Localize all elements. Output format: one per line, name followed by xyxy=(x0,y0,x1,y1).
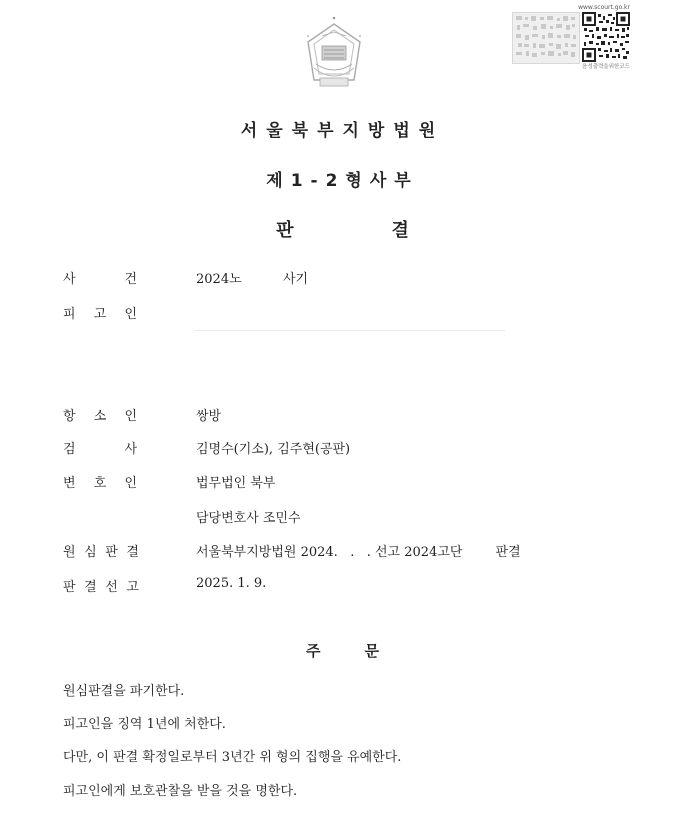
field-counsel-attorney xyxy=(0,507,685,529)
field-value: 서울북부지방법원 2024. . . 선고 2024고단 판결 xyxy=(196,545,521,560)
division-name: 제1-2형사부 xyxy=(266,171,419,191)
label-char: 소 xyxy=(93,409,107,424)
label-char: 건 xyxy=(124,272,137,287)
field-label xyxy=(63,576,139,595)
label-char: 인 xyxy=(124,409,137,424)
label-char: 변 xyxy=(63,476,76,491)
label-char: 검 xyxy=(63,442,76,457)
label-char: 사 xyxy=(63,272,76,287)
ruling-paragraph: 다만, 이 판결 확정일로부터 3년간 위 형의 집행을 유예한다. xyxy=(63,750,402,765)
label-char: 인 xyxy=(124,307,137,322)
field-original-judgment xyxy=(0,541,685,563)
label-char: 심 xyxy=(84,545,97,560)
ruling-paragraph: 원심판결을 파기한다. xyxy=(63,684,185,699)
ruling-paragraph: 피고인을 징역 1년에 처한다. xyxy=(63,717,226,732)
field-label xyxy=(63,438,137,457)
field-value: 담당변호사 조민수 xyxy=(196,511,301,526)
field-value: 법무법인 북부 xyxy=(196,476,276,491)
label-char: 결 xyxy=(84,580,97,595)
field-label xyxy=(63,268,137,287)
field-label xyxy=(63,541,139,560)
qr-code-block xyxy=(512,4,632,68)
field-counsel xyxy=(0,472,685,494)
label-char: 항 xyxy=(63,409,76,424)
field-prosecutor xyxy=(0,438,685,460)
ruling-title-right: 문 xyxy=(364,642,379,660)
label-char: 판 xyxy=(63,580,76,595)
field-value: 2024노 사기 xyxy=(196,272,309,287)
ruling-title xyxy=(0,640,685,661)
label-char: 피 xyxy=(63,307,76,322)
field-value: 김명수(기소), 김주현(공판) xyxy=(196,442,351,457)
field-label xyxy=(63,472,137,491)
document-type-title xyxy=(0,216,685,242)
ruling-title-left: 주 xyxy=(306,642,321,660)
doc-type-left: 판 xyxy=(276,220,294,241)
label-char: 고 xyxy=(93,307,107,322)
qr-caption-text: 음성출력을위한코드 xyxy=(582,64,630,70)
label-char: 원 xyxy=(63,545,76,560)
label-char: 인 xyxy=(124,476,137,491)
label-char: 사 xyxy=(124,442,137,457)
qr-url-text: www.scourt.go.kr xyxy=(578,4,630,11)
redaction-mark xyxy=(195,330,505,331)
qr-code-icon xyxy=(582,12,630,62)
court-name: 서울북부지방법원 xyxy=(240,121,445,141)
label-char: 판 xyxy=(105,545,118,560)
field-value: 쌍방 xyxy=(196,409,222,424)
label-char: 결 xyxy=(126,545,139,560)
doc-type-right: 결 xyxy=(391,220,409,241)
field-defendant xyxy=(0,303,685,325)
ruling-paragraph: 피고인에게 보호관찰을 받을 것을 명한다. xyxy=(63,784,298,799)
field-appellant xyxy=(0,405,685,427)
label-char: 호 xyxy=(93,476,107,491)
field-case xyxy=(0,268,685,290)
field-label xyxy=(63,405,137,424)
qr-pattern-icon xyxy=(512,12,580,64)
label-char: 선 xyxy=(105,580,118,595)
court-seal-icon xyxy=(300,14,368,94)
field-label xyxy=(63,303,137,322)
field-value: 2025. 1. 9. xyxy=(196,576,267,591)
field-sentencing-date xyxy=(0,576,685,598)
label-char: 고 xyxy=(126,580,139,595)
